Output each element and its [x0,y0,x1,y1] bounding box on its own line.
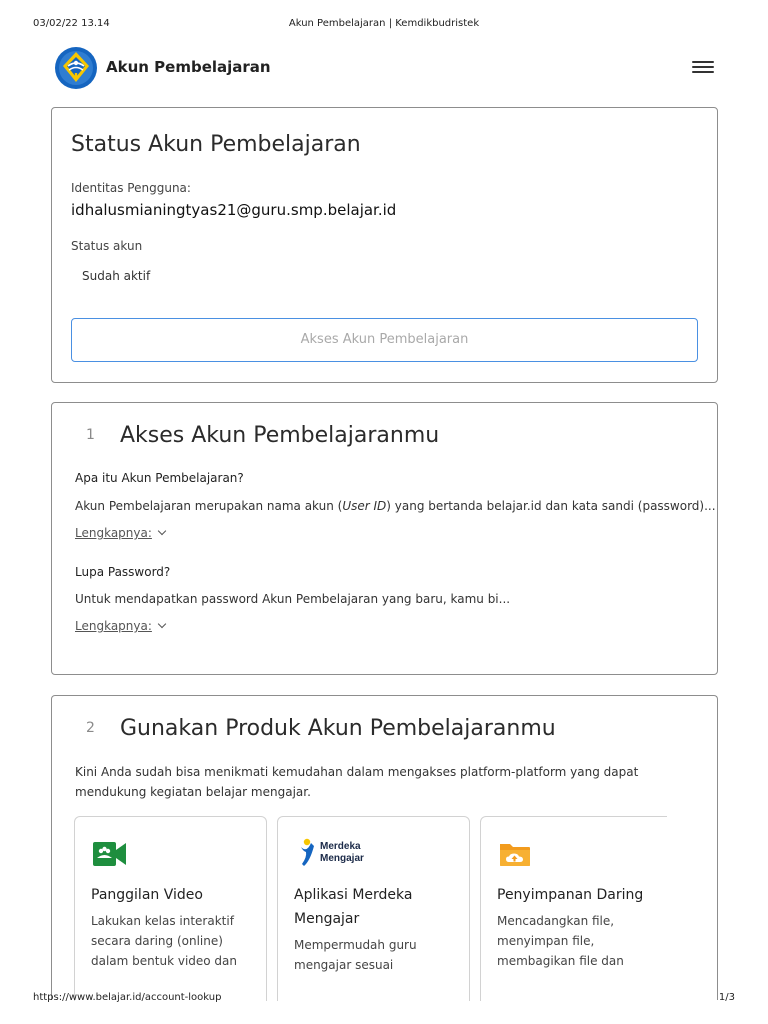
merdeka-mengajar-logo [298,837,378,867]
step-2-title: Gunakan Produk Akun Pembelajaranmu [120,716,556,741]
faq-more-link-what-is[interactable]: Lengkapnya: [75,526,165,540]
product-description: Mempermudah guru mengajar sesuai [294,938,417,972]
product-card-merdeka-mengajar[interactable] [277,816,470,1001]
account-status-value: Sudah aktif [82,269,151,283]
print-header [0,18,768,32]
account-status-label: Status akun [71,239,143,253]
faq-answer-forgot-password: Untuk mendapatkan password Akun Pembelajaran yang baru, kamu bi... [75,592,511,606]
print-url: https://www.belajar.id/account-lookup [33,992,222,1003]
logo-text-mengajar: Mengajar [320,853,364,864]
product-carousel[interactable] [74,816,667,1001]
step-2-number: 2 [86,720,95,736]
step-1-number: 1 [86,427,95,443]
identity-label: Identitas Pengguna: [71,181,191,195]
print-date: 03/02/22 13.14 [33,18,110,29]
cloud-folder-icon [499,839,531,869]
step-2-intro: Kini Anda sudah bisa menikmati kemudahan dalam mengakses platform-platform yang dapat mendukung kegiatan belajar mengajar. [75,765,639,799]
step-1-card [51,402,718,675]
step-2-card [51,695,718,1000]
hamburger-menu-icon[interactable] [692,58,714,78]
product-description: Lakukan kelas interaktif secara daring (online) dalam bentuk video dan [91,914,238,968]
product-title: Penyimpanan Daring [497,887,644,903]
print-page-number: 1/3 [718,992,735,1003]
identity-value: idhalusmianingtyas21@guru.smp.belajar.id [71,201,397,219]
tut-wuri-handayani-logo[interactable] [54,46,98,90]
video-call-icon [93,839,127,869]
access-learning-account-button[interactable]: Akses Akun Pembelajaran [71,318,698,362]
logo-text-merdeka: Merdeka [320,841,361,852]
faq-answer-what-is: Akun Pembelajaran merupakan nama akun (User ID) yang bertanda belajar.id dan kata sandi (password)... [75,499,716,513]
step-1-title: Akses Akun Pembelajaranmu [120,423,440,448]
chevron-down-icon [158,527,166,535]
faq-more-link-forgot-password[interactable]: Lengkapnya: [75,619,165,633]
product-description: Mencadangkan file, menyimpan file, membagikan file dan [497,914,624,968]
print-page-title: Akun Pembelajaran | Kemdikbudristek [288,18,480,29]
faq-question-forgot-password: Lupa Password? [75,565,171,579]
product-title: Aplikasi Merdeka Mengajar [294,887,413,927]
product-card-video-call[interactable] [74,816,267,1001]
status-card-title: Status Akun Pembelajaran [71,132,361,157]
chevron-down-icon [158,620,166,628]
navbar [52,44,718,92]
account-status-card [51,107,718,383]
product-card-online-storage[interactable] [480,816,667,1001]
brand-name[interactable]: Akun Pembelajaran [106,58,271,76]
print-footer [0,992,768,1006]
faq-question-what-is: Apa itu Akun Pembelajaran? [75,471,244,485]
product-title: Panggilan Video [91,887,203,903]
